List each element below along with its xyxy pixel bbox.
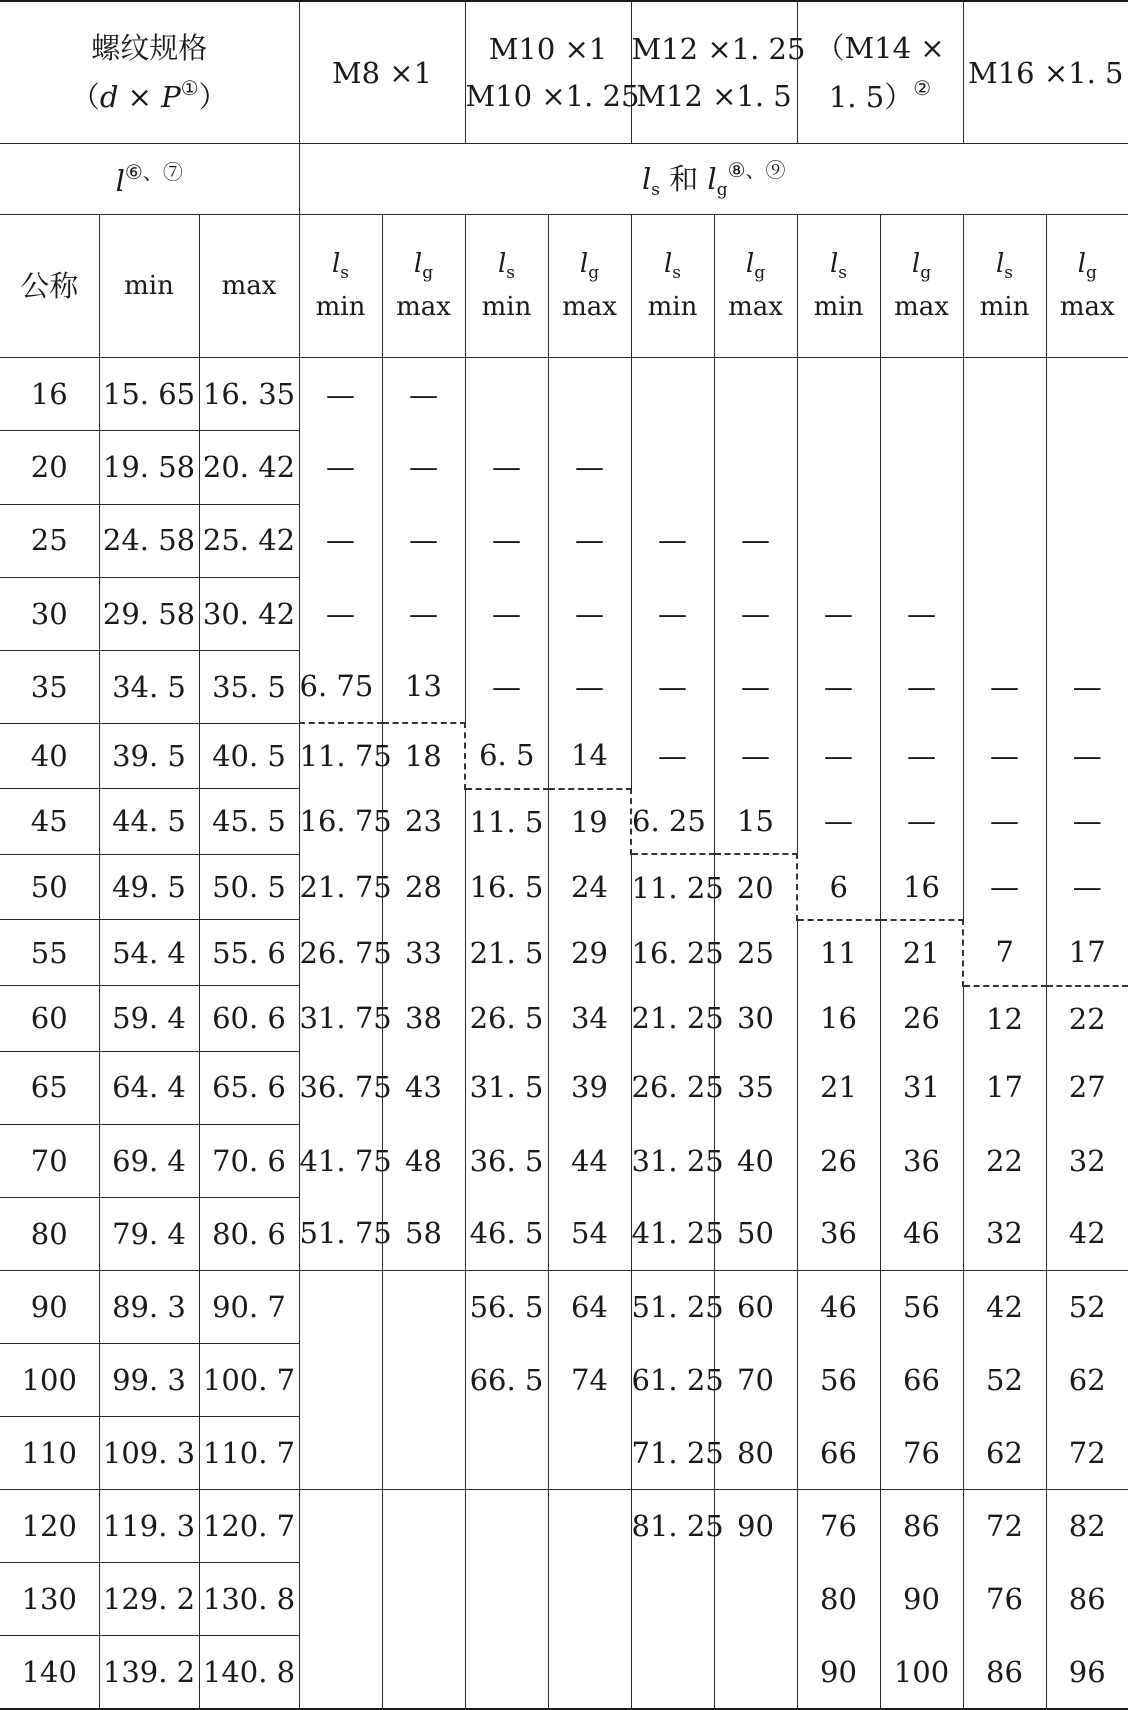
l-max-cell: 140. 8	[199, 1636, 299, 1709]
lg-max-cell	[382, 1343, 465, 1416]
lg-max-cell: 38	[382, 986, 465, 1052]
table-row	[0, 789, 1128, 855]
table-row	[0, 577, 1128, 650]
l-min-cell: 59. 4	[99, 986, 199, 1052]
ls-min-cell: —	[465, 431, 548, 504]
length-l-header: l⑥、⑦	[0, 144, 299, 215]
l-min-cell: 44. 5	[99, 789, 199, 855]
lg-max-cell: 54	[548, 1197, 631, 1270]
ls-min-cell: 16	[797, 986, 880, 1052]
l-max-cell: 110. 7	[199, 1416, 299, 1489]
lg-max-cell: 21	[880, 920, 963, 986]
table-row	[0, 986, 1128, 1052]
ls-min-cell: 61. 25	[631, 1343, 714, 1416]
l-max-cell: 80. 6	[199, 1197, 299, 1270]
ls-min-cell	[631, 1563, 714, 1636]
ls-min-cell: 26. 25	[631, 1051, 714, 1124]
l-min-cell: 24. 58	[99, 504, 199, 577]
lg-max-cell: 24	[548, 854, 631, 920]
nominal-cell: 50	[0, 854, 99, 920]
ls-min-cell: 16. 75	[299, 789, 382, 855]
ls-min-header: $l_s$ min	[963, 215, 1046, 358]
ls-min-cell: 11. 75	[299, 723, 382, 789]
lg-max-cell: —	[1046, 789, 1128, 855]
table-row	[0, 1490, 1128, 1563]
nominal-cell: 100	[0, 1343, 99, 1416]
ls-min-cell: 66. 5	[465, 1343, 548, 1416]
ls-min-cell: 6. 25	[631, 789, 714, 855]
ls-min-cell: 66	[797, 1416, 880, 1489]
ls-min-cell: 26	[797, 1124, 880, 1197]
lg-max-cell: 35	[714, 1051, 797, 1124]
table-row	[0, 854, 1128, 920]
l-min-cell: 19. 58	[99, 431, 199, 504]
l-max-cell: 40. 5	[199, 723, 299, 789]
table-row	[0, 431, 1128, 504]
nominal-cell: 40	[0, 723, 99, 789]
lg-max-cell: 76	[880, 1416, 963, 1489]
table-row	[0, 723, 1128, 789]
l-max-cell: 70. 6	[199, 1124, 299, 1197]
nominal-cell: 35	[0, 650, 99, 723]
ls-min-header: $l_s$ min	[299, 215, 382, 358]
lg-max-cell	[714, 1636, 797, 1709]
lg-max-cell	[548, 1563, 631, 1636]
lg-max-cell: 52	[1046, 1270, 1128, 1343]
lg-max-cell: 27	[1046, 1051, 1128, 1124]
ls-min-header: $l_s$ min	[465, 215, 548, 358]
ls-min-cell: —	[631, 504, 714, 577]
ls-min-cell: —	[963, 723, 1046, 789]
lg-max-cell: 46	[880, 1197, 963, 1270]
lg-max-cell: 58	[382, 1197, 465, 1270]
lg-max-cell: 20	[714, 854, 797, 920]
ls-min-cell: —	[631, 723, 714, 789]
ls-min-cell	[299, 1490, 382, 1563]
ls-min-cell: 31. 75	[299, 986, 382, 1052]
ls-min-cell: 51. 25	[631, 1270, 714, 1343]
lg-max-cell: 60	[714, 1270, 797, 1343]
table-row	[0, 650, 1128, 723]
l-max-cell: 120. 7	[199, 1490, 299, 1563]
nominal-cell: 130	[0, 1563, 99, 1636]
l-max-cell: 16. 35	[199, 358, 299, 431]
lg-max-cell	[548, 1636, 631, 1709]
lg-max-cell: —	[1046, 723, 1128, 789]
ls-min-cell	[963, 504, 1046, 577]
ls-min-cell: 21. 25	[631, 986, 714, 1052]
ls-min-cell: 12	[963, 986, 1046, 1052]
ls-min-cell	[465, 1490, 548, 1563]
l-min-cell: 15. 65	[99, 358, 199, 431]
ls-min-cell: 41. 75	[299, 1124, 382, 1197]
table-row	[0, 1636, 1128, 1709]
lg-max-cell: 96	[1046, 1636, 1128, 1709]
lg-max-cell: 33	[382, 920, 465, 986]
lg-max-cell: —	[548, 577, 631, 650]
lg-max-cell: 29	[548, 920, 631, 986]
ls-min-cell: 56	[797, 1343, 880, 1416]
lg-max-cell	[714, 1563, 797, 1636]
table-row	[0, 504, 1128, 577]
lg-max-cell: 30	[714, 986, 797, 1052]
ls-min-cell: —	[797, 577, 880, 650]
ls-min-cell: 36. 75	[299, 1051, 382, 1124]
lg-max-cell: 56	[880, 1270, 963, 1343]
thread-spec-header	[0, 1, 299, 144]
lg-max-cell: 48	[382, 1124, 465, 1197]
lg-max-cell	[382, 1416, 465, 1489]
nominal-cell: 110	[0, 1416, 99, 1489]
lg-max-cell: 42	[1046, 1197, 1128, 1270]
lg-max-cell: 14	[548, 723, 631, 789]
lg-max-cell: 39	[548, 1051, 631, 1124]
ls-min-cell: 71. 25	[631, 1416, 714, 1489]
lg-max-cell: 36	[880, 1124, 963, 1197]
l-max-cell: 25. 42	[199, 504, 299, 577]
lg-max-cell: —	[714, 577, 797, 650]
table-row	[0, 1197, 1128, 1270]
ls-min-cell: 16. 5	[465, 854, 548, 920]
lg-max-cell: 17	[1046, 920, 1128, 986]
lg-max-cell: —	[714, 650, 797, 723]
ls-min-cell: 90	[797, 1636, 880, 1709]
ls-min-cell: 21	[797, 1051, 880, 1124]
lg-max-header: $l_g$ max	[1046, 215, 1128, 358]
lg-max-cell: —	[714, 504, 797, 577]
ls-min-cell: 81. 25	[631, 1490, 714, 1563]
ls-min-cell	[963, 358, 1046, 431]
lg-max-cell: —	[382, 358, 465, 431]
ls-min-cell: 72	[963, 1490, 1046, 1563]
lg-max-cell: 70	[714, 1343, 797, 1416]
min-header: min	[99, 215, 199, 358]
table-row	[0, 1416, 1128, 1489]
ls-min-cell: 36. 5	[465, 1124, 548, 1197]
ls-min-cell: 11. 25	[631, 854, 714, 920]
lg-max-cell: 19	[548, 789, 631, 855]
ls-min-cell: 46	[797, 1270, 880, 1343]
lg-max-cell: 74	[548, 1343, 631, 1416]
ls-min-cell	[631, 1636, 714, 1709]
table-row	[0, 1270, 1128, 1343]
l-min-cell: 79. 4	[99, 1197, 199, 1270]
l-min-cell: 54. 4	[99, 920, 199, 986]
lg-max-cell: 25	[714, 920, 797, 986]
l-max-cell: 45. 5	[199, 789, 299, 855]
ls-min-cell	[299, 1563, 382, 1636]
ls-min-cell	[797, 431, 880, 504]
lg-max-cell: 66	[880, 1343, 963, 1416]
l-min-cell: 139. 2	[99, 1636, 199, 1709]
l-max-cell: 90. 7	[199, 1270, 299, 1343]
ls-min-cell	[465, 358, 548, 431]
ls-min-cell: 6	[797, 854, 880, 920]
l-max-cell: 100. 7	[199, 1343, 299, 1416]
lg-max-cell	[880, 504, 963, 577]
lg-max-cell: 13	[382, 650, 465, 723]
ls-min-cell	[299, 1343, 382, 1416]
ls-min-cell: 80	[797, 1563, 880, 1636]
lg-max-cell: 90	[714, 1490, 797, 1563]
ls-min-header: $l_s$ min	[631, 215, 714, 358]
ls-min-cell: —	[299, 358, 382, 431]
l-min-cell: 64. 4	[99, 1051, 199, 1124]
lg-max-cell: 16	[880, 854, 963, 920]
lg-max-cell: 22	[1046, 986, 1128, 1052]
ls-min-cell: —	[465, 577, 548, 650]
lg-max-cell: 18	[382, 723, 465, 789]
ls-min-cell: 62	[963, 1416, 1046, 1489]
lg-max-cell	[880, 358, 963, 431]
ls-min-cell	[299, 1416, 382, 1489]
ls-lg-header: $l_s$ 和 $l_g^{⑧、⑨}$	[299, 144, 1128, 215]
lg-max-cell	[880, 431, 963, 504]
max-header: max	[199, 215, 299, 358]
ls-min-cell: —	[963, 789, 1046, 855]
lg-max-cell	[548, 358, 631, 431]
lg-max-cell: —	[548, 431, 631, 504]
thread-spec-formula: （d × P①）	[70, 75, 228, 114]
ls-min-cell	[963, 577, 1046, 650]
ls-min-cell: —	[299, 431, 382, 504]
l-min-cell: 49. 5	[99, 854, 199, 920]
thread-spec-label: 螺纹规格	[91, 31, 208, 66]
ls-min-cell: 6. 5	[465, 723, 548, 789]
nominal-cell: 80	[0, 1197, 99, 1270]
lg-max-cell	[382, 1490, 465, 1563]
nominal-header: 公称	[0, 215, 99, 358]
ls-min-cell: 21. 75	[299, 854, 382, 920]
lg-max-cell: —	[382, 577, 465, 650]
lg-max-cell: 26	[880, 986, 963, 1052]
lg-max-cell	[382, 1270, 465, 1343]
ls-min-cell: 7	[963, 920, 1046, 986]
ls-min-cell	[465, 1563, 548, 1636]
lg-max-cell: 34	[548, 986, 631, 1052]
ls-min-cell: —	[299, 577, 382, 650]
lg-max-cell: 64	[548, 1270, 631, 1343]
lg-max-cell	[548, 1416, 631, 1489]
ls-min-cell: —	[465, 650, 548, 723]
ls-min-cell: 86	[963, 1636, 1046, 1709]
ls-min-cell: 36	[797, 1197, 880, 1270]
nominal-cell: 20	[0, 431, 99, 504]
lg-max-cell: —	[548, 650, 631, 723]
ls-min-cell: 32	[963, 1197, 1046, 1270]
lg-max-cell: —	[880, 789, 963, 855]
nominal-cell: 140	[0, 1636, 99, 1709]
ls-min-cell: 6. 75	[299, 650, 382, 723]
lg-max-cell: 31	[880, 1051, 963, 1124]
table-row	[0, 1124, 1128, 1197]
ls-min-cell: —	[631, 577, 714, 650]
lg-max-cell: 32	[1046, 1124, 1128, 1197]
l-min-cell: 119. 3	[99, 1490, 199, 1563]
ls-min-header: $l_s$ min	[797, 215, 880, 358]
ls-min-cell: 42	[963, 1270, 1046, 1343]
ls-min-cell	[465, 1416, 548, 1489]
ls-min-cell: —	[299, 504, 382, 577]
lg-max-cell: —	[382, 431, 465, 504]
lg-max-cell: 62	[1046, 1343, 1128, 1416]
lg-max-cell: 100	[880, 1636, 963, 1709]
ls-min-cell: 56. 5	[465, 1270, 548, 1343]
ls-min-cell: 11	[797, 920, 880, 986]
lg-max-cell: 72	[1046, 1416, 1128, 1489]
lg-max-cell: —	[880, 723, 963, 789]
table-row	[0, 1343, 1128, 1416]
ls-min-cell	[299, 1636, 382, 1709]
nominal-cell: 16	[0, 358, 99, 431]
l-max-cell: 30. 42	[199, 577, 299, 650]
nominal-cell: 90	[0, 1270, 99, 1343]
lg-max-cell: 43	[382, 1051, 465, 1124]
l-min-cell: 69. 4	[99, 1124, 199, 1197]
lg-max-cell: 44	[548, 1124, 631, 1197]
lg-max-cell: 40	[714, 1124, 797, 1197]
ls-min-cell: 52	[963, 1343, 1046, 1416]
nominal-cell: 25	[0, 504, 99, 577]
ls-min-cell: 41. 25	[631, 1197, 714, 1270]
lg-max-header: $l_g$ max	[880, 215, 963, 358]
lg-max-header: $l_g$ max	[382, 215, 465, 358]
ls-min-cell: 16. 25	[631, 920, 714, 986]
lg-max-cell: 82	[1046, 1490, 1128, 1563]
lg-max-header: $l_g$ max	[714, 215, 797, 358]
lg-max-cell: 86	[880, 1490, 963, 1563]
l-max-cell: 55. 6	[199, 920, 299, 986]
nominal-cell: 60	[0, 986, 99, 1052]
l-min-cell: 99. 3	[99, 1343, 199, 1416]
nominal-cell: 120	[0, 1490, 99, 1563]
lg-max-cell	[548, 1490, 631, 1563]
l-max-cell: 20. 42	[199, 431, 299, 504]
l-min-cell: 39. 5	[99, 723, 199, 789]
lg-max-cell: —	[880, 650, 963, 723]
nominal-cell: 65	[0, 1051, 99, 1124]
ls-min-cell: 51. 75	[299, 1197, 382, 1270]
ls-min-cell: —	[797, 723, 880, 789]
l-min-cell: 109. 3	[99, 1416, 199, 1489]
lg-max-cell: —	[1046, 854, 1128, 920]
ls-min-cell: —	[797, 650, 880, 723]
lg-max-cell: 28	[382, 854, 465, 920]
ls-min-cell: —	[963, 854, 1046, 920]
col-spec-m8: M8 ×1	[299, 1, 465, 144]
lg-max-cell: —	[714, 723, 797, 789]
l-max-cell: 60. 6	[199, 986, 299, 1052]
ls-min-cell: 17	[963, 1051, 1046, 1124]
ls-min-cell	[299, 1270, 382, 1343]
ls-min-cell: 76	[963, 1563, 1046, 1636]
table-row	[0, 920, 1128, 986]
l-max-cell: 50. 5	[199, 854, 299, 920]
l-max-cell: 65. 6	[199, 1051, 299, 1124]
ls-min-cell: 26. 75	[299, 920, 382, 986]
lg-max-cell: 86	[1046, 1563, 1128, 1636]
nominal-cell: 70	[0, 1124, 99, 1197]
lg-max-cell	[1046, 504, 1128, 577]
ls-min-cell: 21. 5	[465, 920, 548, 986]
ls-min-cell: —	[465, 504, 548, 577]
lg-max-header: $l_g$ max	[548, 215, 631, 358]
lg-max-cell: 15	[714, 789, 797, 855]
l-max-cell: 35. 5	[199, 650, 299, 723]
lg-max-cell: —	[880, 577, 963, 650]
l-min-cell: 34. 5	[99, 650, 199, 723]
lg-max-cell	[1046, 431, 1128, 504]
l-min-cell: 89. 3	[99, 1270, 199, 1343]
lg-max-cell	[714, 431, 797, 504]
ls-min-cell: 31. 25	[631, 1124, 714, 1197]
lg-max-cell: 50	[714, 1197, 797, 1270]
ls-min-cell: 46. 5	[465, 1197, 548, 1270]
nominal-cell: 55	[0, 920, 99, 986]
nominal-cell: 30	[0, 577, 99, 650]
ls-min-cell: 11. 5	[465, 789, 548, 855]
lg-max-cell: 80	[714, 1416, 797, 1489]
l-min-cell: 29. 58	[99, 577, 199, 650]
col-spec-m14: （M14 × 1. 5）②	[797, 1, 963, 144]
ls-min-cell: 22	[963, 1124, 1046, 1197]
col-spec-m10: M10 ×1 M10 ×1. 25	[465, 1, 631, 144]
lg-max-cell: 23	[382, 789, 465, 855]
nominal-cell: 45	[0, 789, 99, 855]
lg-max-cell: 90	[880, 1563, 963, 1636]
ls-min-cell: 76	[797, 1490, 880, 1563]
ls-min-cell: 26. 5	[465, 986, 548, 1052]
lg-max-cell	[714, 358, 797, 431]
col-spec-m16: M16 ×1. 5	[963, 1, 1128, 144]
col-spec-m12: M12 ×1. 25 M12 ×1. 5	[631, 1, 797, 144]
ls-min-cell	[797, 358, 880, 431]
lg-max-cell: —	[1046, 650, 1128, 723]
ls-min-cell	[797, 504, 880, 577]
ls-min-cell: 31. 5	[465, 1051, 548, 1124]
lg-max-cell: —	[548, 504, 631, 577]
ls-min-cell: —	[631, 650, 714, 723]
l-max-cell: 130. 8	[199, 1563, 299, 1636]
ls-min-cell	[963, 431, 1046, 504]
ls-min-cell	[631, 431, 714, 504]
l-min-cell: 129. 2	[99, 1563, 199, 1636]
table-row	[0, 1563, 1128, 1636]
table-row	[0, 1051, 1128, 1124]
lg-max-cell: —	[382, 504, 465, 577]
ls-min-cell	[465, 1636, 548, 1709]
ls-min-cell: —	[797, 789, 880, 855]
lg-max-cell	[382, 1636, 465, 1709]
ls-min-cell	[631, 358, 714, 431]
lg-max-cell	[1046, 577, 1128, 650]
table-row	[0, 358, 1128, 431]
lg-max-cell	[382, 1563, 465, 1636]
ls-min-cell: —	[963, 650, 1046, 723]
lg-max-cell	[1046, 358, 1128, 431]
